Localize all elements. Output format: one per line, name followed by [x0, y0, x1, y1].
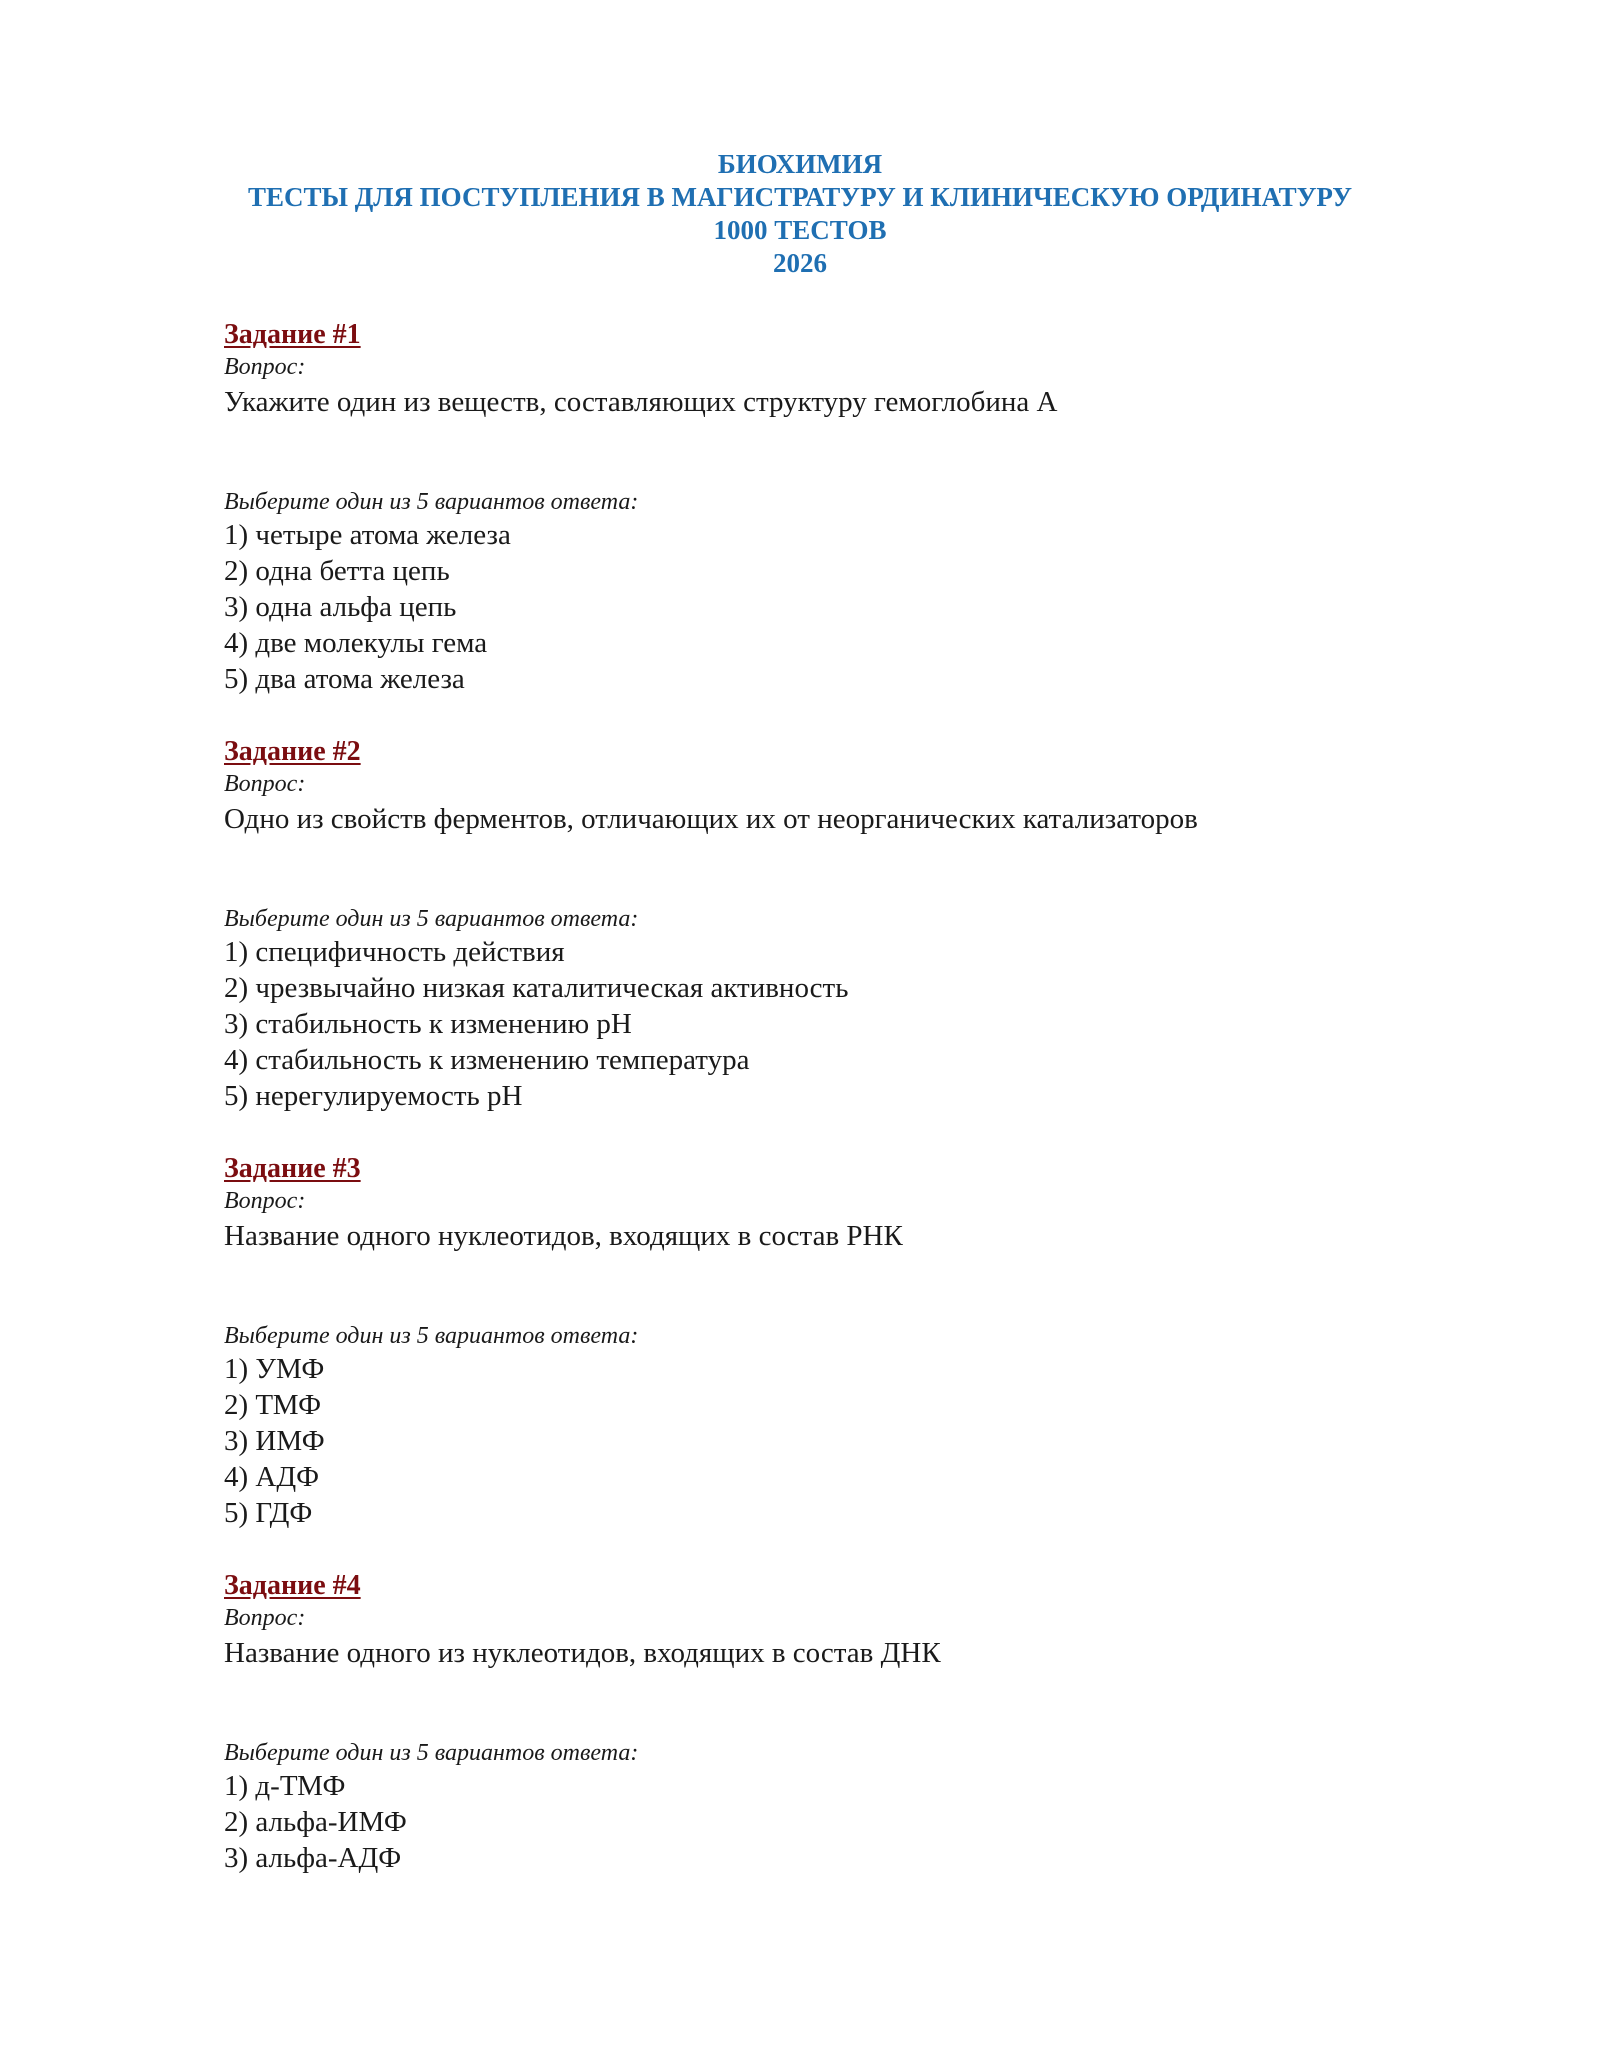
task-title: Задание #2 [224, 736, 361, 767]
document-header [0, 148, 1600, 280]
header-year: 2026 [773, 248, 827, 278]
answer-option: 4) АДФ [224, 1461, 320, 1493]
question-label: Вопрос: [224, 354, 306, 380]
question-text: Название одного нуклеотидов, входящих в состав РНК [224, 1220, 903, 1252]
answer-options [224, 1351, 1424, 1531]
answer-option: 1) четыре атома железа [224, 519, 511, 551]
answer-option: 1) специфичность действия [224, 936, 565, 968]
question-label: Вопрос: [224, 771, 306, 797]
question-label: Вопрос: [224, 1605, 306, 1631]
answer-option: 5) два атома железа [224, 663, 465, 695]
answer-option: 2) ТМФ [224, 1389, 322, 1421]
header-subject: БИОХИМИЯ [717, 149, 883, 179]
answer-option: 3) одна альфа цепь [224, 591, 457, 623]
header-count: 1000 ТЕСТОВ [713, 215, 887, 245]
answer-option: 3) ИМФ [224, 1425, 325, 1457]
question-label: Вопрос: [224, 1188, 306, 1214]
task-title: Задание #4 [224, 1570, 361, 1601]
answer-option: 2) альфа-ИМФ [224, 1806, 407, 1838]
task-3 [224, 1152, 1424, 1531]
answer-prompt: Выберите один из 5 вариантов ответа: [224, 1323, 639, 1349]
answer-option: 2) одна бетта цепь [224, 555, 450, 587]
answer-prompt: Выберите один из 5 вариантов ответа: [224, 489, 639, 515]
answer-options [224, 934, 1424, 1114]
answer-prompt: Выберите один из 5 вариантов ответа: [224, 906, 639, 932]
task-1 [224, 318, 1424, 697]
header-title: ТЕСТЫ ДЛЯ ПОСТУПЛЕНИЯ В МАГИСТРАТУРУ И КЛИНИЧЕСКУЮ ОРДИНАТУРУ [247, 182, 1353, 212]
task-4 [224, 1569, 1424, 1876]
task-title: Задание #1 [224, 319, 361, 350]
answer-option: 5) ГДФ [224, 1497, 313, 1529]
question-text: Одно из свойств ферментов, отличающих их от неорганических катализаторов [224, 803, 1198, 835]
answer-option: 3) альфа-АДФ [224, 1842, 402, 1874]
answer-option: 1) УМФ [224, 1353, 325, 1385]
answer-prompt: Выберите один из 5 вариантов ответа: [224, 1740, 639, 1766]
answer-options [224, 1768, 1424, 1876]
question-text: Название одного из нуклеотидов, входящих в состав ДНК [224, 1637, 941, 1669]
answer-option: 2) чрезвычайно низкая каталитическая активность [224, 972, 849, 1004]
tasks-list [224, 318, 1424, 1876]
answer-option: 1) д-ТМФ [224, 1770, 346, 1802]
answer-option: 3) стабильность к изменению pH [224, 1008, 632, 1040]
task-2 [224, 735, 1424, 1114]
answer-option: 4) две молекулы гема [224, 627, 488, 659]
task-title: Задание #3 [224, 1153, 361, 1184]
answer-options [224, 517, 1424, 697]
answer-option: 4) стабильность к изменению температура [224, 1044, 750, 1076]
answer-option: 5) нерегулируемость pH [224, 1080, 523, 1112]
question-text: Укажите один из веществ, составляющих структуру гемоглобина А [224, 386, 1058, 418]
